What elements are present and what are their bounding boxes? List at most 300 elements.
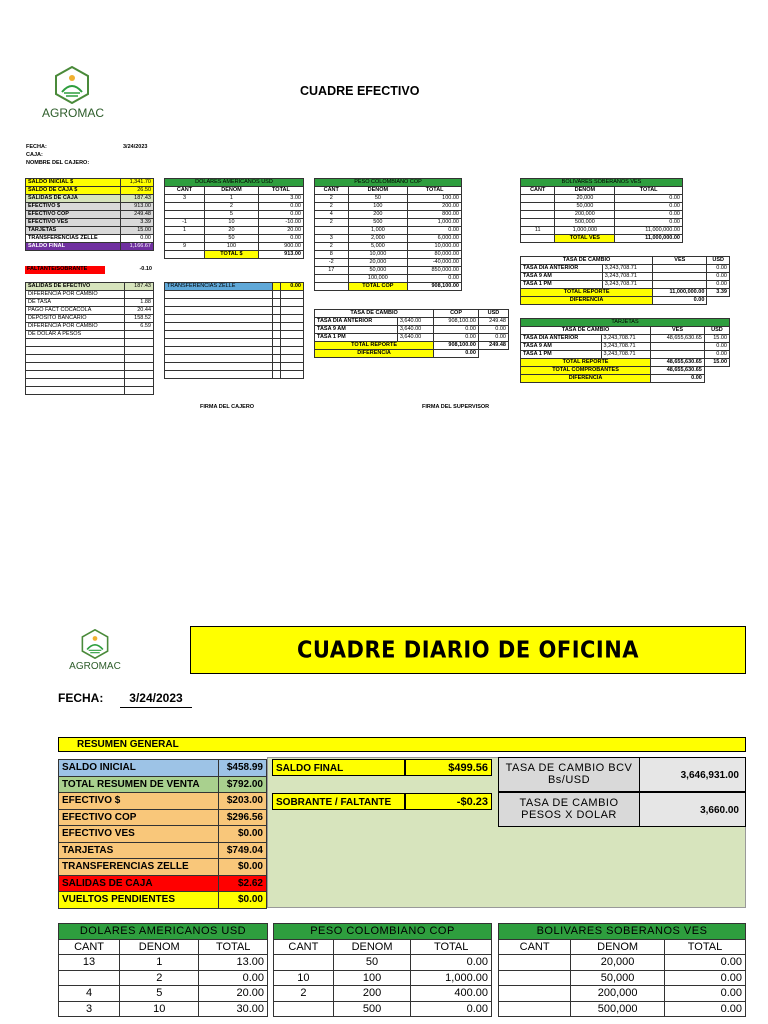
summary-value: $458.99 [219, 760, 267, 777]
denom-cell: 1 [120, 955, 199, 971]
denom-cell: 20 [205, 227, 259, 235]
salidas-table [25, 282, 154, 395]
total-cell: 20.00 [258, 227, 303, 235]
cant-cell: -1 [165, 219, 205, 227]
total-cell: -10.00 [258, 219, 303, 227]
summary-label: SALDO DE CAJA $ [26, 187, 121, 195]
summary-value: 15.00 [120, 227, 153, 235]
total-cell: 0.00 [615, 203, 683, 211]
blank [165, 307, 273, 315]
denom-cell: 2 [120, 970, 199, 986]
blank [165, 323, 273, 331]
comp-value: 48,655,630.65 [651, 367, 705, 375]
diff-row [521, 375, 730, 383]
total-ves: 48,655,630.65 [651, 359, 705, 367]
zelle-row [165, 283, 304, 291]
table-row [315, 275, 462, 283]
cant-cell [521, 219, 555, 227]
cant-cell: 2 [315, 203, 349, 211]
blank [165, 299, 273, 307]
total-cell: 0.00 [664, 1001, 745, 1017]
total-cell: 0.00 [664, 986, 745, 1002]
rate-label: TASA DIA ANTERIOR [315, 318, 398, 326]
summary-value: 0.00 [120, 235, 153, 243]
table-row [315, 219, 462, 227]
denom-cell: 5,000 [348, 243, 408, 251]
rate-label: TASA 1 PM [315, 334, 398, 342]
resumen-label: RESUMEN GENERAL [77, 739, 179, 750]
salidas-row [26, 331, 154, 339]
summary-value: $792.00 [219, 776, 267, 793]
column-header: DENOM [120, 939, 199, 955]
blank [280, 323, 303, 331]
column-header: TOTAL [615, 187, 683, 195]
summary-label: SALDO INICIAL $ [26, 179, 121, 187]
comp-row [521, 367, 730, 375]
column-header: TASA DE CAMBIO [521, 257, 653, 265]
table-row [165, 243, 304, 251]
summary-value: 249.48 [120, 211, 153, 219]
caja-label: CAJA: [26, 152, 43, 158]
total-cell: 0.00 [615, 211, 683, 219]
empty-row [165, 291, 304, 299]
salidas-item: DE DOLAR A PESOS [26, 331, 125, 339]
salidas-row [26, 307, 154, 315]
total-ves: 11,000,000.00 [653, 289, 707, 297]
blank [273, 331, 280, 339]
salidas-amount [125, 371, 154, 379]
summary-value: 3.39 [120, 219, 153, 227]
salidas-row [26, 323, 154, 331]
rate-value: 3,243,708.71 [602, 265, 652, 273]
blank [165, 355, 273, 363]
blank [165, 251, 205, 259]
summary-label: EFECTIVO $ [26, 203, 121, 211]
table-row [59, 986, 268, 1002]
diff-row [521, 297, 730, 305]
blank [165, 291, 273, 299]
blank [165, 339, 273, 347]
blank [165, 331, 273, 339]
denom-cell: 2,000 [348, 235, 408, 243]
table-row [315, 259, 462, 267]
summary-row [26, 195, 154, 203]
salidas-amount [125, 363, 154, 371]
denom-cell: 50,000 [555, 203, 615, 211]
bcv-rate-box [498, 757, 746, 792]
cant-cell [165, 203, 205, 211]
bcv-rate-label: TASA DE CAMBIO BCV Bs/USD [505, 762, 633, 786]
blank [280, 371, 303, 379]
column-headers [315, 310, 509, 318]
salidas-row [26, 387, 154, 395]
rate-label: TASA 9 AM [521, 343, 602, 351]
column-header: DENOM [205, 187, 259, 195]
rate-label: TASA 1 PM [521, 281, 603, 289]
summary-value: $0.00 [219, 826, 267, 843]
column-header: DENOM [555, 187, 615, 195]
diff-label: DIFERENCIA [521, 375, 651, 383]
cant-cell [165, 211, 205, 219]
salidas-amount: 1.88 [125, 299, 154, 307]
total-row [315, 342, 509, 350]
cant-cell: -2 [315, 259, 349, 267]
cop-table [314, 178, 462, 291]
salidas-item [26, 339, 125, 347]
empty-row [165, 299, 304, 307]
summary-label: TRANSFERENCIAS ZELLE [26, 235, 121, 243]
salidas-item: DE TASA [26, 299, 125, 307]
ves-table [520, 178, 683, 243]
ves-table-2 [498, 923, 746, 1017]
empty-row [165, 347, 304, 355]
summary-value: $296.56 [219, 809, 267, 826]
cant-cell: 8 [315, 251, 349, 259]
table-row [165, 203, 304, 211]
saldo-final-value [405, 759, 492, 776]
column-headers [274, 939, 492, 955]
summary-row [59, 842, 267, 859]
denom-cell: 50 [333, 955, 411, 971]
summary-value: $0.00 [219, 859, 267, 876]
saldo-final-label [272, 759, 405, 776]
salidas-amount [125, 387, 154, 395]
table-title: TARJETAS [521, 319, 730, 327]
table-title [315, 179, 462, 187]
column-header: VES [651, 327, 705, 335]
denom-cell: 500,000 [555, 219, 615, 227]
table-row [274, 970, 492, 986]
salidas-amount [125, 379, 154, 387]
summary-value: 187.43 [120, 195, 153, 203]
total-cell: 1,000.00 [408, 219, 462, 227]
blank [273, 307, 280, 315]
blank [273, 363, 280, 371]
agromac-logo-2 [79, 629, 111, 659]
empty-row [165, 371, 304, 379]
table-row [499, 1001, 746, 1017]
column-header: CANT [59, 939, 120, 955]
rate-value: 3,640.00 [397, 334, 433, 342]
cant-cell: 2 [315, 243, 349, 251]
rate-row [521, 351, 730, 359]
blank [273, 299, 280, 307]
total-cell: 900.00 [258, 243, 303, 251]
denom-cell: 50,000 [571, 970, 665, 986]
blank [280, 363, 303, 371]
denom-cell: 100 [333, 970, 411, 986]
sign-supervisor: FIRMA DEL SUPERVISOR [422, 404, 490, 410]
column-header: USD [707, 257, 730, 265]
empty-row [165, 355, 304, 363]
diff-label: DIFERENCIA [315, 350, 434, 358]
rate-value: 3,640.00 [397, 326, 433, 334]
summary-row [59, 875, 267, 892]
summary-row [26, 227, 154, 235]
total-label: TOTAL VES [555, 235, 615, 243]
cant-cell [165, 235, 205, 243]
rate-usd: 0.00 [704, 351, 729, 359]
column-header: CANT [521, 187, 555, 195]
resumen-bar [58, 737, 746, 752]
denom-cell: 500 [348, 219, 408, 227]
denom-cell: 500,000 [571, 1001, 665, 1017]
summary-value: $2.62 [219, 875, 267, 892]
fecha-label-2: FECHA: [58, 691, 104, 705]
rate-row [521, 343, 730, 351]
denom-cell: 500 [333, 1001, 411, 1017]
total-cop: 908,100.00 [434, 342, 479, 350]
blank [165, 371, 273, 379]
summary-label: TARJETAS [59, 842, 219, 859]
table-title: BOLIVARES SOBERANOS VES [499, 924, 746, 940]
column-header: USD [478, 310, 508, 318]
salidas-row [26, 355, 154, 363]
summary-label: TARJETAS [26, 227, 121, 235]
total-cell: 0.00 [199, 970, 268, 986]
table-row [59, 955, 268, 971]
rate-usd: 0.00 [707, 265, 730, 273]
total-usd: 15.00 [704, 359, 729, 367]
blank [315, 283, 349, 291]
cant-cell: 1 [165, 227, 205, 235]
column-headers [499, 939, 746, 955]
table-title: PESO COLOMBIANO COP [315, 179, 462, 187]
denom-cell: 1 [205, 195, 259, 203]
table-row [59, 1001, 268, 1017]
denom-cell: 200 [333, 986, 411, 1002]
rate-value: 3,243,708.71 [602, 273, 652, 281]
rate-row [521, 281, 730, 289]
peso-rate-label: TASA DE CAMBIO PESOS X DOLAR [519, 797, 619, 821]
total-value: 908,100.00 [408, 283, 462, 291]
blank [273, 283, 280, 291]
salidas-amount [125, 331, 154, 339]
rate-usd: 249.48 [478, 318, 508, 326]
total-usd: 249.48 [478, 342, 508, 350]
total-value: 11,000,000.00 [615, 235, 683, 243]
salidas-item [26, 347, 125, 355]
total-cell: 11,000,000.00 [615, 227, 683, 235]
sobrante-amount: -$0.23 [456, 796, 488, 808]
salidas-item [26, 387, 125, 395]
column-header: CANT [315, 187, 349, 195]
salidas-row [26, 315, 154, 323]
salidas-row [26, 299, 154, 307]
table-title [59, 924, 268, 940]
total-cell: -40,000.00 [408, 259, 462, 267]
cards-table [520, 318, 730, 383]
peso-rate-box [498, 792, 746, 827]
summary-table-2 [58, 759, 267, 909]
rate-amount: 48,655,630.65 [651, 335, 705, 343]
summary-row [59, 892, 267, 909]
column-header: DENOM [333, 939, 411, 955]
rate-amount: 0.00 [434, 334, 479, 342]
summary-row [26, 243, 154, 251]
denom-cell: 200,000 [555, 211, 615, 219]
salidas-amount [125, 339, 154, 347]
cant-cell [521, 211, 555, 219]
cant-cell [315, 275, 349, 283]
rate-usd: 0.00 [704, 343, 729, 351]
blank [273, 347, 280, 355]
total-cell: 0.00 [258, 235, 303, 243]
rate-label: TASA DIA ANTERIOR [521, 335, 602, 343]
blank [280, 331, 303, 339]
denom-cell: 5 [120, 986, 199, 1002]
salidas-value: 187.43 [125, 283, 154, 291]
table-row [521, 211, 683, 219]
logo-text: AGROMAC [41, 106, 104, 120]
total-row [521, 289, 730, 297]
column-header: CANT [274, 939, 334, 955]
cant-cell [521, 203, 555, 211]
fecha-value-2: 3/24/2023 [120, 691, 192, 708]
total-cell: 1,000.00 [411, 970, 492, 986]
cant-cell: 4 [315, 211, 349, 219]
summary-label: EFECTIVO VES [26, 219, 121, 227]
cant-cell [59, 970, 120, 986]
diff-label: DIFERENCIA [521, 297, 653, 305]
page-title: CUADRE EFECTIVO [300, 84, 420, 98]
blank [280, 291, 303, 299]
cant-cell: 9 [165, 243, 205, 251]
cant-cell: 10 [274, 970, 334, 986]
cant-cell [521, 195, 555, 203]
salidas-label: SALIDAS DE EFECTIVO [26, 283, 125, 291]
salidas-item: DEPOSITO BANCARIO [26, 315, 125, 323]
cant-cell: 11 [521, 227, 555, 235]
table-row [165, 195, 304, 203]
empty-row [165, 339, 304, 347]
rate-label: TASA 9 AM [521, 273, 603, 281]
summary-label: SALDO FINAL [26, 243, 121, 251]
total-cell: 6,000.00 [408, 235, 462, 243]
cant-cell [499, 986, 571, 1002]
table-row [315, 243, 462, 251]
cant-cell: 2 [315, 195, 349, 203]
ves-rate-table [520, 256, 730, 305]
cant-cell: 13 [59, 955, 120, 971]
blank [280, 315, 303, 323]
table-title: PESO COLOMBIANO COP [274, 924, 492, 940]
rate-amount: 0.00 [434, 326, 479, 334]
cop-table-2 [273, 923, 492, 1017]
table-row [315, 211, 462, 219]
summary-row [26, 203, 154, 211]
sobrante-value [405, 793, 492, 810]
table-row [521, 219, 683, 227]
total-label: TOTAL REPORTE [521, 289, 653, 297]
title-banner [190, 626, 746, 674]
total-row [315, 283, 462, 291]
rate-amount [653, 265, 707, 273]
total-label: TOTAL REPORTE [521, 359, 651, 367]
zelle-table [164, 282, 304, 379]
table-row [315, 203, 462, 211]
page-title-2: CUADRE DIARIO DE OFICINA [296, 636, 640, 664]
column-header: CANT [165, 187, 205, 195]
column-header: VES [653, 257, 707, 265]
salidas-amount [125, 291, 154, 299]
cant-cell: 17 [315, 267, 349, 275]
summary-value: $203.00 [219, 793, 267, 810]
column-header: USD [704, 327, 729, 335]
sobrante-label [272, 793, 405, 810]
saldo-final-text: SALDO FINAL [276, 763, 344, 774]
sobrante-text: SOBRANTE / FALTANTE [276, 797, 392, 808]
table-row [315, 235, 462, 243]
cant-cell [499, 955, 571, 971]
cant-cell [499, 1001, 571, 1017]
total-cell: 850,000.00 [408, 267, 462, 275]
blank [273, 291, 280, 299]
column-header: CANT [499, 939, 571, 955]
total-row [521, 359, 730, 367]
rate-row [315, 326, 509, 334]
rate-usd: 0.00 [478, 334, 508, 342]
blank [165, 315, 273, 323]
table-row [499, 970, 746, 986]
total-value: 913.00 [258, 251, 303, 259]
cajero-label: NOMBRE DEL CAJERO: [26, 160, 90, 166]
total-cell: 0.00 [411, 1001, 492, 1017]
summary-row [26, 179, 154, 187]
empty-row [165, 323, 304, 331]
cant-cell: 4 [59, 986, 120, 1002]
table-row [315, 195, 462, 203]
blank [280, 307, 303, 315]
usd-table [164, 178, 304, 259]
total-row [165, 251, 304, 259]
column-header: DENOM [571, 939, 665, 955]
summary-table [25, 178, 154, 251]
empty-row [165, 307, 304, 315]
cant-cell [499, 970, 571, 986]
blank [280, 339, 303, 347]
rate-usd: 0.00 [478, 326, 508, 334]
summary-label: VUELTOS PENDIENTES [59, 892, 219, 909]
salidas-row [26, 291, 154, 299]
diff-value: 0.00 [651, 375, 705, 383]
total-cell: 20.00 [199, 986, 268, 1002]
summary-label: EFECTIVO $ [59, 793, 219, 810]
table-title [521, 319, 730, 327]
denom-cell: 50 [348, 195, 408, 203]
denom-cell: 1,000 [348, 227, 408, 235]
rate-label: TASA 1 PM [521, 351, 602, 359]
denom-cell: 50 [205, 235, 259, 243]
rate-row [521, 273, 730, 281]
summary-label: SALIDAS DE CAJA [59, 875, 219, 892]
total-cell: 0.00 [615, 219, 683, 227]
summary-label: EFECTIVO COP [26, 211, 121, 219]
table-row [274, 986, 492, 1002]
total-cell: 80,000.00 [408, 251, 462, 259]
table-title: BOLIVARES SOBERANOS VES [521, 179, 683, 187]
summary-value: $0.00 [219, 892, 267, 909]
table-row [499, 955, 746, 971]
blank [273, 371, 280, 379]
denom-cell: 100 [348, 203, 408, 211]
salidas-item [26, 379, 125, 387]
total-cell: 0.00 [664, 955, 745, 971]
total-cell: 0.00 [408, 227, 462, 235]
summary-value: $749.04 [219, 842, 267, 859]
zelle-label: TRANSFERENCIAS ZELLE [165, 283, 273, 291]
blank [273, 355, 280, 363]
